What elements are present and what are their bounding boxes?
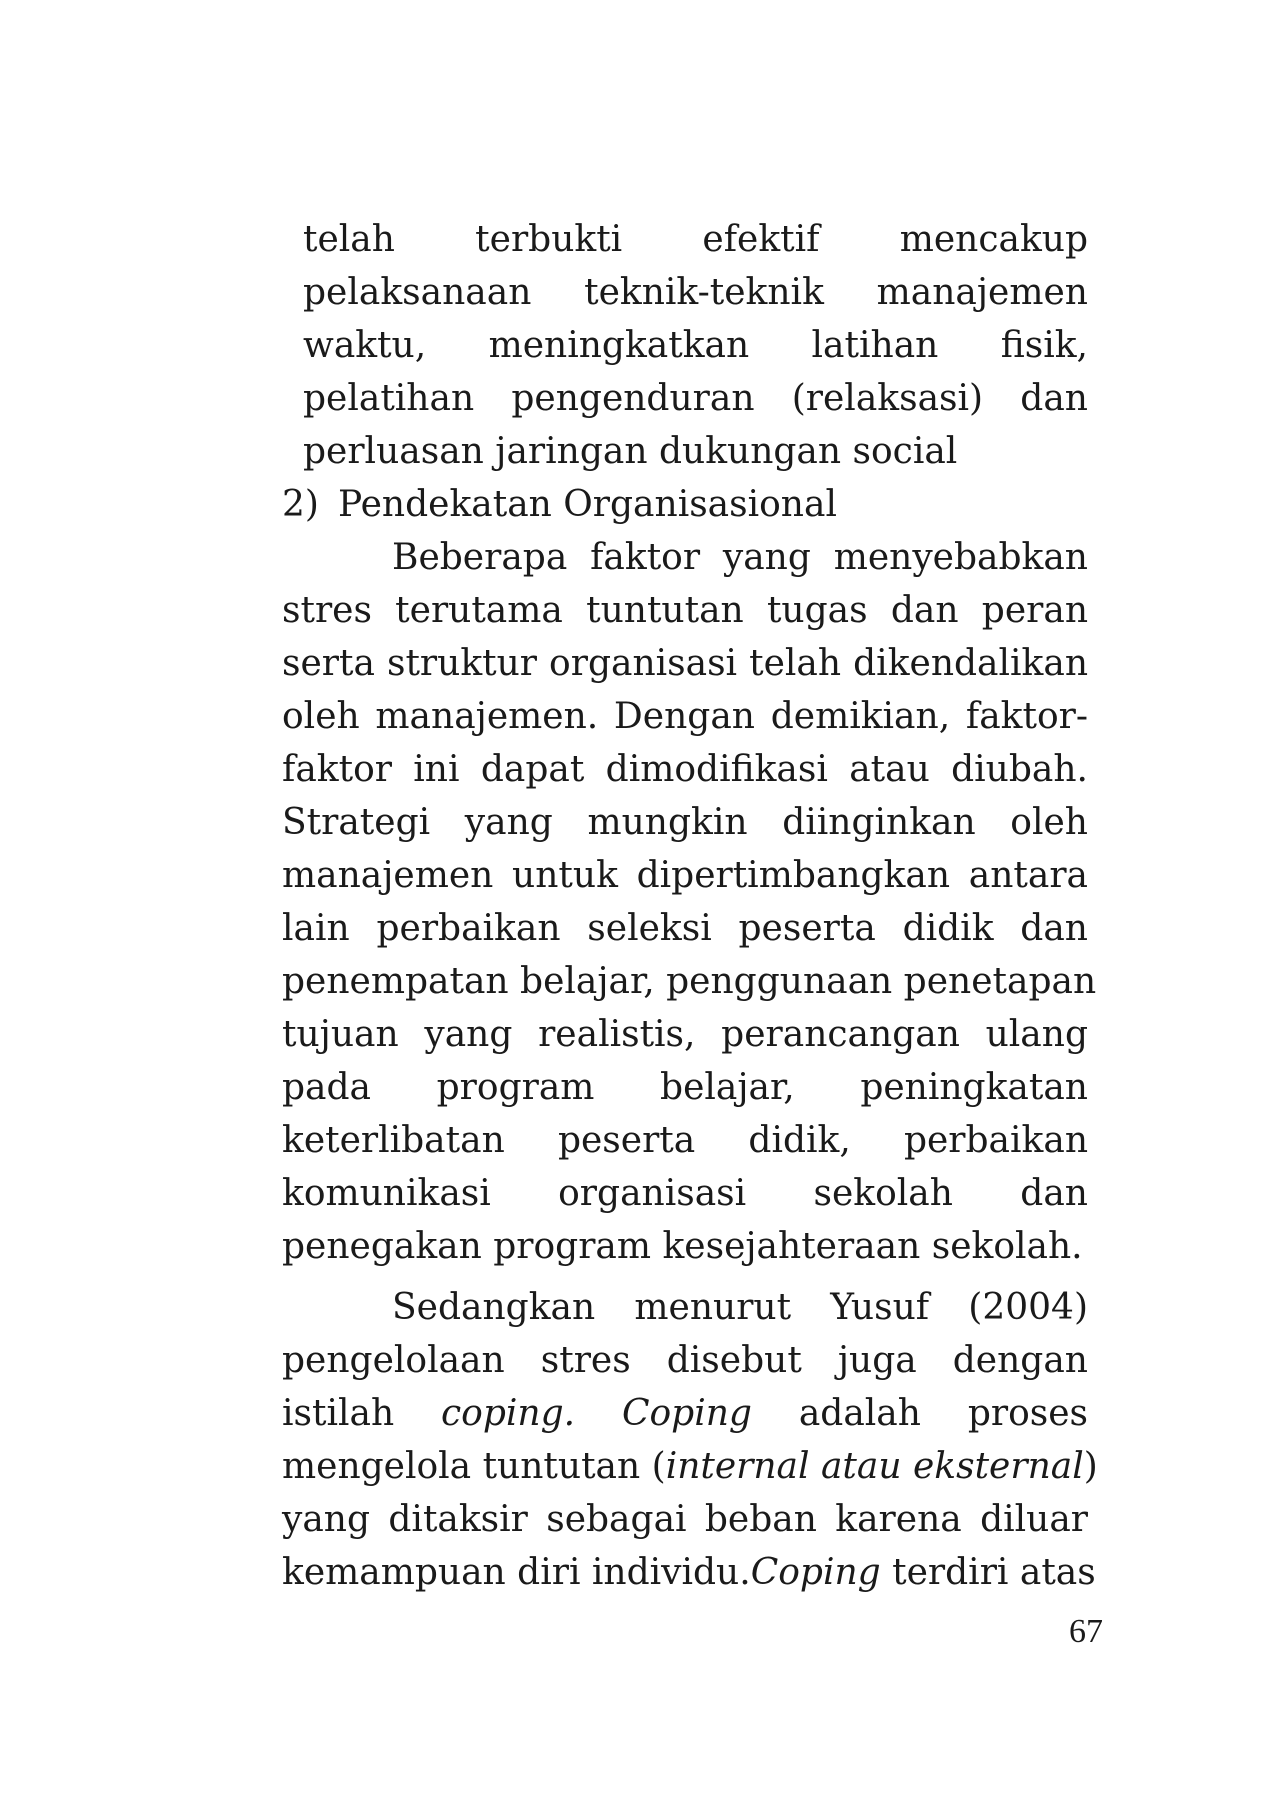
text-line: manajemen untuk dipertimbangkan antara <box>282 855 1088 896</box>
section-heading <box>282 478 1088 531</box>
continuation-text <box>282 213 1088 478</box>
word: mengelola tuntutan ( <box>282 1446 666 1487</box>
word: kemampuan diri individu. <box>282 1552 751 1593</box>
text-line: komunikasi organisasi sekolah dan <box>282 1173 1088 1214</box>
section-title: Pendekatan Organisasional <box>338 484 837 525</box>
italic-term: Coping <box>750 1552 881 1593</box>
text-line: Beberapa faktor yang menyebabkan <box>392 537 1088 578</box>
text-line <box>282 1440 1098 1493</box>
word: istilah <box>282 1393 395 1434</box>
text-line: tujuan yang realistis, perancangan ulang <box>282 1014 1088 1055</box>
text-line <box>282 1387 1088 1440</box>
text-line: perluasan jaringan dukungan social <box>303 431 958 472</box>
text-line: waktu, meningkatkan latihan fisik, <box>303 325 1088 366</box>
text-line: yang ditaksir sebagai beban karena diluar <box>282 1499 1088 1540</box>
word: proses <box>967 1393 1088 1434</box>
italic-term: Coping <box>621 1393 752 1434</box>
text-line <box>282 1546 1096 1599</box>
text-line: penempatan belajar, penggunaan penetapan <box>282 961 1097 1002</box>
text-line: penegakan program kesejahteraan sekolah. <box>282 1226 1083 1267</box>
text-line: oleh manajemen. Dengan demikian, faktor- <box>282 696 1088 737</box>
text-line: faktor ini dapat dimodifikasi atau diubah. <box>282 749 1088 790</box>
text-line: Strategi yang mungkin diinginkan oleh <box>282 802 1088 843</box>
text-line: pada program belajar, peningkatan <box>282 1067 1088 1108</box>
italic-term: coping. <box>441 1393 576 1434</box>
paragraph-coping <box>282 1281 1098 1599</box>
section-number: 2) <box>282 484 319 525</box>
text-line: pelaksanaan teknik-teknik manajemen <box>303 272 1088 313</box>
text-line: serta struktur organisasi telah dikendalikan <box>282 643 1088 684</box>
paragraph-organizational <box>282 531 1097 1273</box>
text-line: stres terutama tuntutan tugas dan peran <box>282 590 1088 631</box>
page-number: 67 <box>1069 1613 1103 1650</box>
text-line: lain perbaikan seleksi peserta didik dan <box>282 908 1088 949</box>
text-line: telah terbukti efektif mencakup <box>303 219 1088 260</box>
word: ) <box>1083 1446 1098 1487</box>
text-line: keterlibatan peserta didik, perbaikan <box>282 1120 1088 1161</box>
italic-term: internal atau eksternal <box>665 1446 1084 1487</box>
word: adalah <box>798 1393 921 1434</box>
text-line: Sedangkan menurut Yusuf (2004) <box>392 1287 1088 1328</box>
text-line: pengelolaan stres disebut juga dengan <box>282 1340 1088 1381</box>
text-line: pelatihan pengenduran (relaksasi) dan <box>303 378 1088 419</box>
word: terdiri atas <box>892 1552 1096 1593</box>
